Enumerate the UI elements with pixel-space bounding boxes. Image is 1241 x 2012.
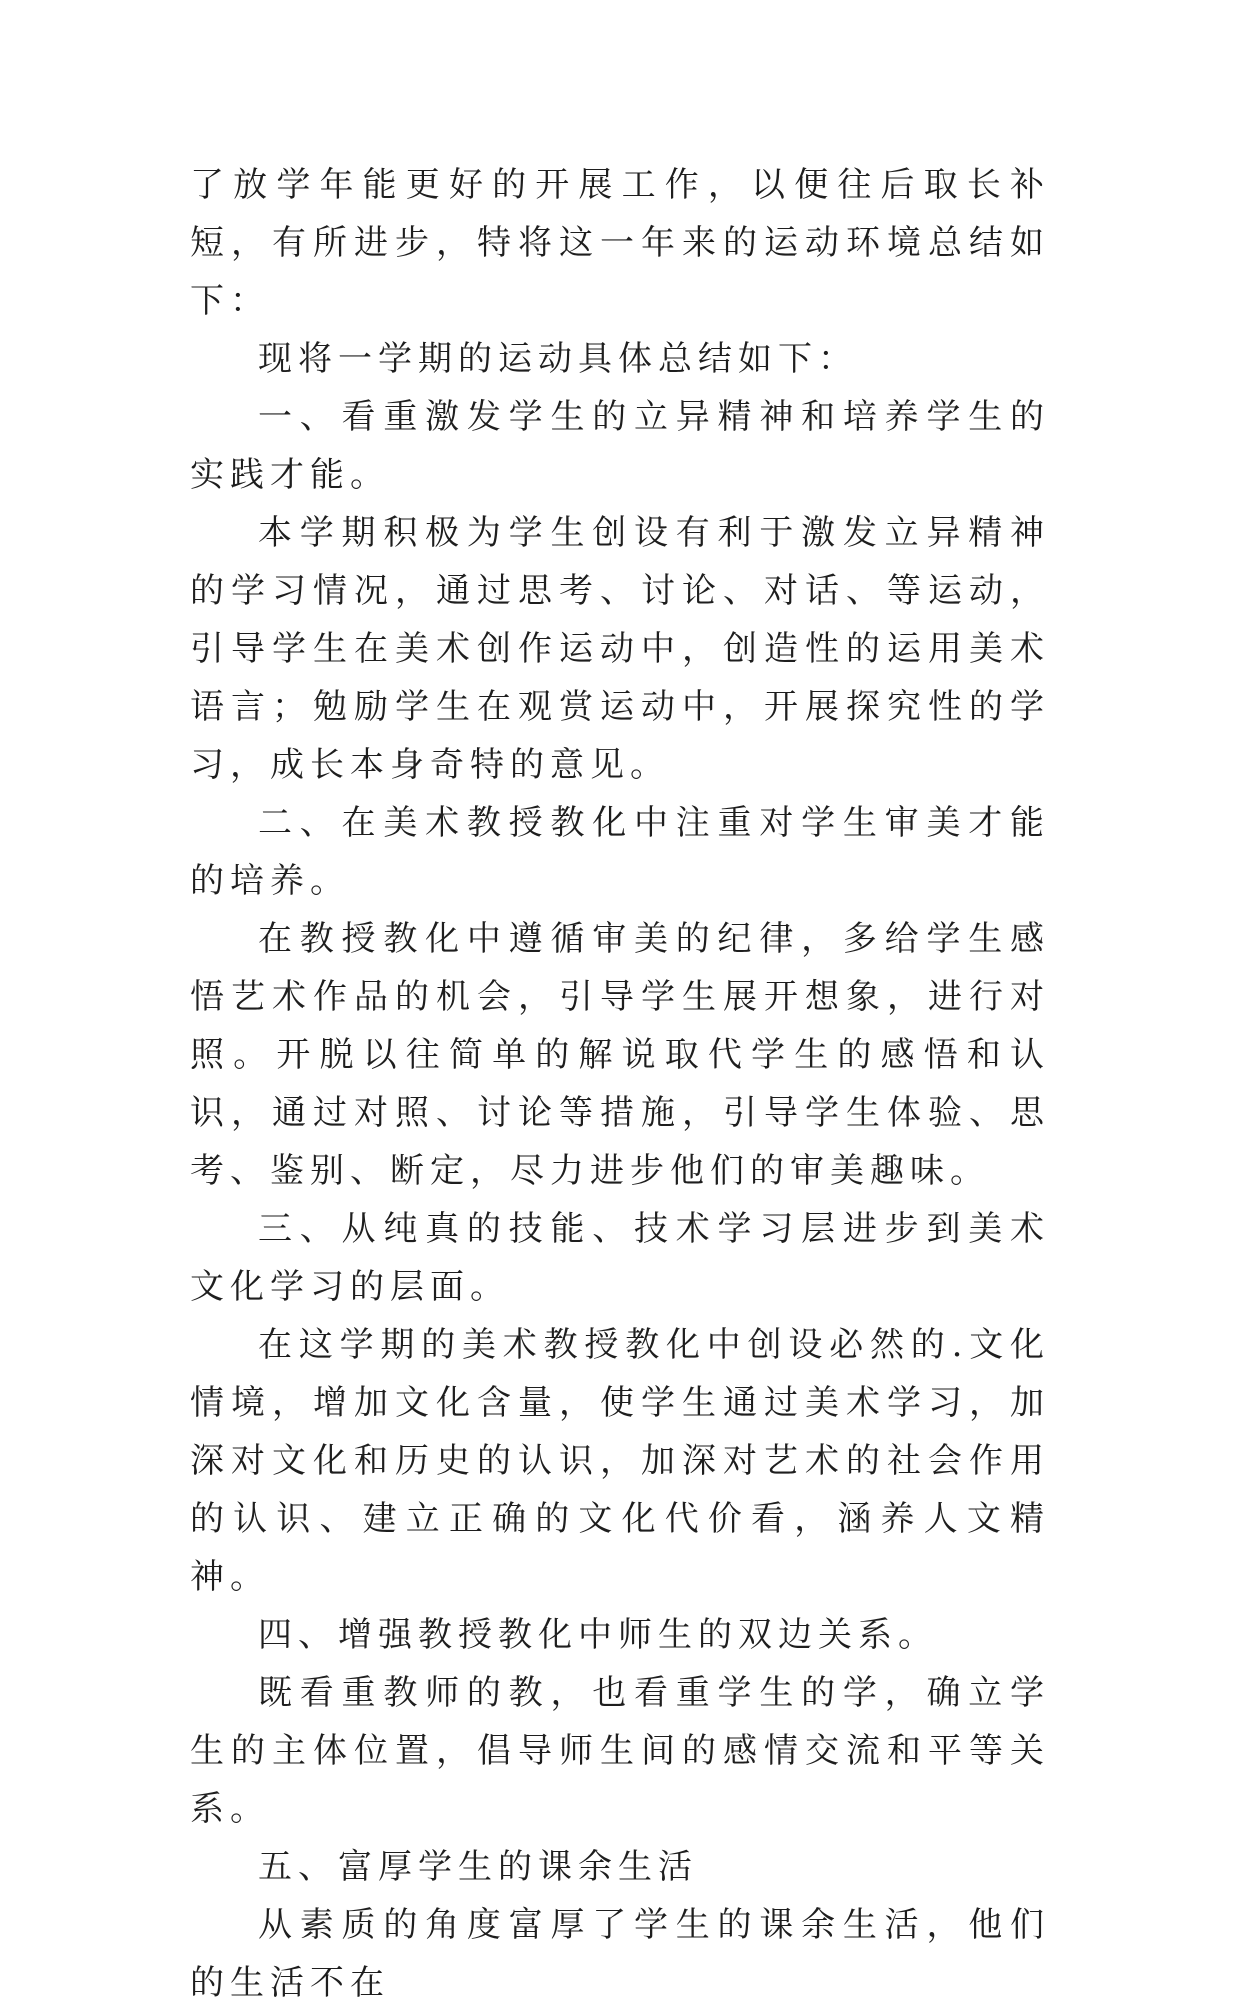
paragraph: 在这学期的美术教授教化中创设必然的.文化情境，增加文化含量，使学生通过美术学习，加深对文化和历史的认识，加深对艺术的社会作用的认识、建立正确的文化代价看，涵养人文精神。	[190, 1325, 1050, 1597]
document-body	[190, 156, 1050, 2012]
paragraph: 从素质的角度富厚了学生的课余生活，他们的生活不在	[190, 1905, 1050, 2003]
paragraph: 现将一学期的运动具体总结如下：	[258, 339, 858, 379]
section-heading: 三、从纯真的技能、技术学习层进步到美术文化学习的层面。	[190, 1209, 1050, 1307]
section-heading: 二、在美术教授教化中注重对学生审美才能的培养。	[190, 803, 1050, 901]
paragraph: 既看重教师的教，也看重学生的学，确立学生的主体位置，倡导师生间的感情交流和平等关系。	[190, 1673, 1050, 1829]
paragraph: 在教授教化中遵循审美的纪律，多给学生感悟艺术作品的机会，引导学生展开想象，进行对照。开脱以往简单的解说取代学生的感悟和认识，通过对照、讨论等措施，引导学生体验、思考、鉴别、断定，尽力进步他们的审美趣味。	[190, 919, 1050, 1191]
section-heading: 四、增强教授教化中师生的双边关系。	[258, 1615, 938, 1655]
paragraph: 了放学年能更好的开展工作，以便往后取长补短，有所进步，特将这一年来的运动环境总结如下：	[190, 165, 1050, 321]
section-heading: 一、看重激发学生的立异精神和培养学生的实践才能。	[190, 397, 1050, 495]
paragraph: 本学期积极为学生创设有利于激发立异精神的学习情况，通过思考、讨论、对话、等运动，引导学生在美术创作运动中，创造性的运用美术语言；勉励学生在观赏运动中，开展探究性的学习，成长本身奇特的意见。	[190, 513, 1050, 785]
section-heading: 五、富厚学生的课余生活	[258, 1847, 698, 1887]
